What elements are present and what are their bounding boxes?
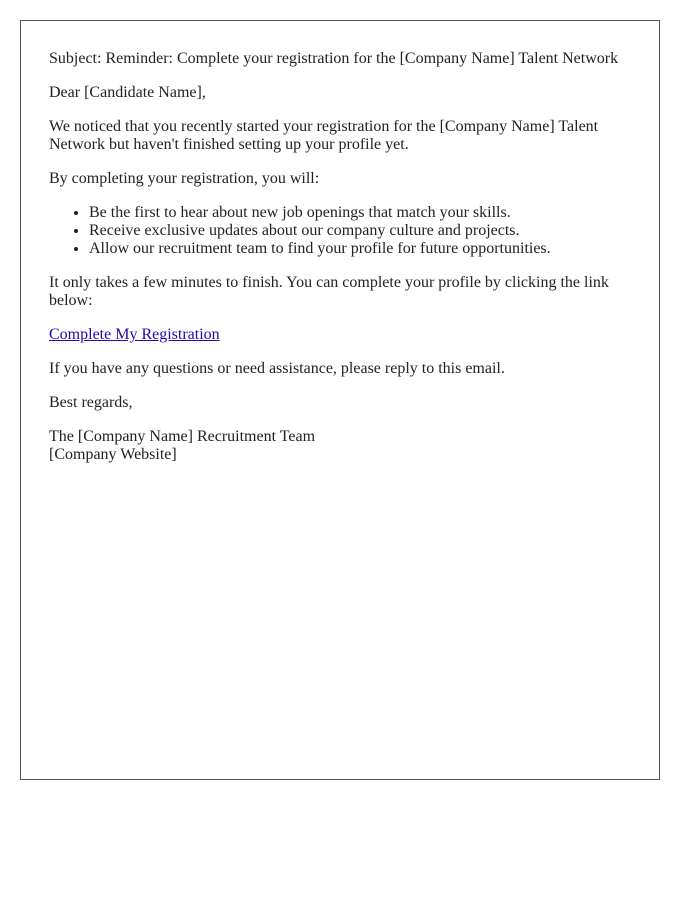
- benefits-list: [49, 204, 634, 258]
- email-subject: Subject: Reminder: Complete your registration for the [Company Name] Talent Network: [49, 50, 619, 67]
- closing: Best regards,: [49, 394, 133, 411]
- email-intro: We noticed that you recently started your registration for the [Company Name] Talent Network but haven't finished setting up your profile yet.: [49, 118, 599, 153]
- help-text: If you have any questions or need assistance, please reply to this email.: [49, 360, 505, 377]
- signature-website: [Company Website]: [49, 446, 177, 463]
- benefit-item: • Be the first to hear about new job openings that match your skills.: [89, 204, 634, 222]
- cta-text: It only takes a few minutes to finish. You can complete your profile by clicking the link below:: [49, 274, 609, 309]
- signature-team: The [Company Name] Recruitment Team: [49, 428, 316, 445]
- complete-registration-link[interactable]: Complete My Registration: [49, 326, 220, 343]
- email-container: [20, 20, 660, 780]
- email-greeting: Dear [Candidate Name],: [49, 84, 206, 101]
- benefit-item: • Receive exclusive updates about our company culture and projects.: [89, 222, 634, 240]
- benefit-item: • Allow our recruitment team to find your profile for future opportunities.: [89, 240, 634, 258]
- signature: [49, 428, 634, 464]
- cta-paragraph: [49, 326, 634, 344]
- email-body: [49, 50, 634, 480]
- benefits-lead: By completing your registration, you will:: [49, 170, 320, 187]
